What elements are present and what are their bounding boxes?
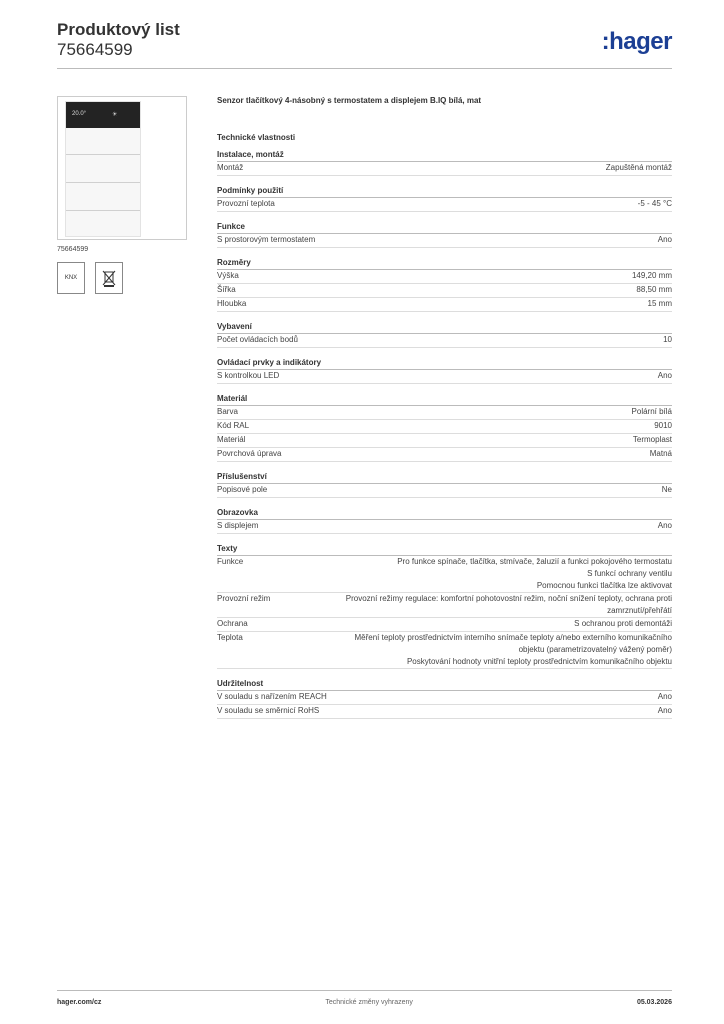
spec-group-title: Ovládací prvky a indikátory	[217, 358, 672, 370]
spec-value: Termoplast	[632, 435, 672, 444]
spec-value: Měření teploty prostřednictvím interního snímače teploty a/nebo externího komunikačního objektu (parametrizovatelný vážený poměr) Poskytování hodnoty vnitřní teploty prostřednictvím komunikačního objektu	[354, 633, 672, 666]
spec-group-title: Obrazovka	[217, 508, 672, 520]
spec-row	[217, 298, 672, 312]
product-display: 20.0° ☀	[66, 102, 140, 128]
spec-group	[217, 394, 672, 462]
spec-label: Barva	[217, 407, 238, 416]
product-title: Senzor tlačítkový 4-násobný s termostatem a displejem B.IQ bílá, mat	[217, 96, 482, 105]
spec-label: S prostorovým termostatem	[217, 235, 316, 244]
hager-logo: :hager	[601, 28, 672, 55]
spec-label: Počet ovládacích bodů	[217, 335, 298, 344]
weee-icon	[95, 262, 123, 294]
specification-column	[217, 96, 672, 729]
spec-value: Polární bílá	[631, 407, 672, 416]
footer-date: 05.03.2026	[636, 999, 672, 1006]
spec-group-title: Instalace, montáž	[217, 150, 672, 162]
header-divider	[57, 68, 672, 69]
article-number: 75664599	[57, 40, 133, 59]
spec-group-title: Rozměry	[217, 258, 672, 270]
spec-label: V souladu s nařízením REACH	[217, 692, 327, 701]
spec-row	[217, 234, 672, 248]
spec-group	[217, 358, 672, 384]
footer-website: hager.com/cz	[57, 999, 102, 1006]
spec-label: Teplota	[217, 633, 243, 642]
spec-label: Funkce	[217, 557, 244, 566]
spec-label: V souladu se směrnicí RoHS	[217, 706, 320, 715]
spec-label: S displejem	[217, 521, 259, 530]
spec-group	[217, 186, 672, 212]
spec-row	[217, 284, 672, 298]
spec-group	[217, 322, 672, 348]
spec-value: Ne	[661, 485, 672, 494]
spec-label: Popisové pole	[217, 485, 268, 494]
spec-group-title: Udržitelnost	[217, 679, 672, 691]
product-image	[57, 96, 187, 240]
product-image-column	[57, 96, 197, 294]
spec-row	[217, 618, 672, 632]
spec-row	[217, 420, 672, 434]
spec-value: Ano	[657, 521, 672, 530]
spec-row	[217, 162, 672, 176]
certification-icons	[57, 262, 197, 294]
spec-group-title: Materiál	[217, 394, 672, 406]
spec-row	[217, 370, 672, 384]
spec-value: Ano	[657, 706, 672, 715]
product-panel	[65, 101, 141, 237]
spec-value: 15 mm	[647, 299, 672, 308]
spec-label: Kód RAL	[217, 421, 250, 430]
spec-group	[217, 222, 672, 248]
spec-row	[217, 334, 672, 348]
spec-value: Zapuštěná montáž	[605, 163, 672, 172]
spec-label: Povrchová úprava	[217, 449, 282, 458]
spec-group	[217, 258, 672, 312]
spec-row	[217, 520, 672, 534]
knx-icon: KNX	[57, 262, 85, 294]
spec-group	[217, 472, 672, 498]
spec-value: Ano	[657, 235, 672, 244]
spec-value: 88,50 mm	[636, 285, 672, 294]
spec-value: -5 - 45 °C	[637, 199, 672, 208]
spec-label: Hloubka	[217, 299, 247, 308]
spec-group	[217, 544, 672, 669]
spec-group	[217, 679, 672, 719]
spec-row	[217, 448, 672, 462]
spec-row	[217, 691, 672, 705]
spec-value: Pro funkce spínače, tlačítka, stmívače, žaluzií a funkci pokojového termostatu S funkcí ochrany ventilu Pomocnou funkci tlačítka lze aktivovat	[397, 557, 672, 590]
spec-label: S kontrolkou LED	[217, 371, 280, 380]
spec-label: Šířka	[217, 285, 236, 294]
spec-row	[217, 484, 672, 498]
spec-row	[217, 270, 672, 284]
spec-group	[217, 150, 672, 176]
spec-value: Provozní režimy regulace: komfortní pohotovostní režim, noční snížení teploty, ochrana proti zamrznutí/přehřátí	[345, 594, 672, 615]
spec-group-title: Texty	[217, 544, 672, 556]
spec-row	[217, 705, 672, 719]
spec-row	[217, 434, 672, 448]
spec-group-title: Příslušenství	[217, 472, 672, 484]
image-caption: 75664599	[57, 246, 89, 253]
spec-value: 9010	[654, 421, 672, 430]
spec-group-title: Funkce	[217, 222, 672, 234]
spec-label: Provozní teplota	[217, 199, 275, 208]
spec-row	[217, 632, 672, 669]
section-title: Technické vlastnosti	[217, 133, 296, 142]
spec-row	[217, 593, 672, 618]
spec-row	[217, 198, 672, 212]
spec-label: Montáž	[217, 163, 244, 172]
spec-value: Matná	[649, 449, 672, 458]
spec-group-title: Podmínky použití	[217, 186, 672, 198]
spec-value: S ochranou proti demontáži	[574, 619, 672, 628]
spec-label: Provozní režim	[217, 594, 271, 603]
spec-label: Materiál	[217, 435, 246, 444]
page-footer	[57, 990, 672, 1006]
spec-row	[217, 556, 672, 593]
spec-group-title: Vybavení	[217, 322, 672, 334]
page-title: Produktový list	[57, 20, 180, 39]
footer-note: Technické změny vyhrazeny	[325, 999, 413, 1006]
spec-groups	[217, 150, 672, 719]
spec-row	[217, 406, 672, 420]
spec-value: 149,20 mm	[631, 271, 672, 280]
spec-value: Ano	[657, 692, 672, 701]
spec-value: Ano	[657, 371, 672, 380]
spec-label: Ochrana	[217, 619, 248, 628]
spec-group	[217, 508, 672, 534]
spec-value: 10	[663, 335, 672, 344]
page-header	[57, 20, 180, 60]
spec-label: Výška	[217, 271, 239, 280]
